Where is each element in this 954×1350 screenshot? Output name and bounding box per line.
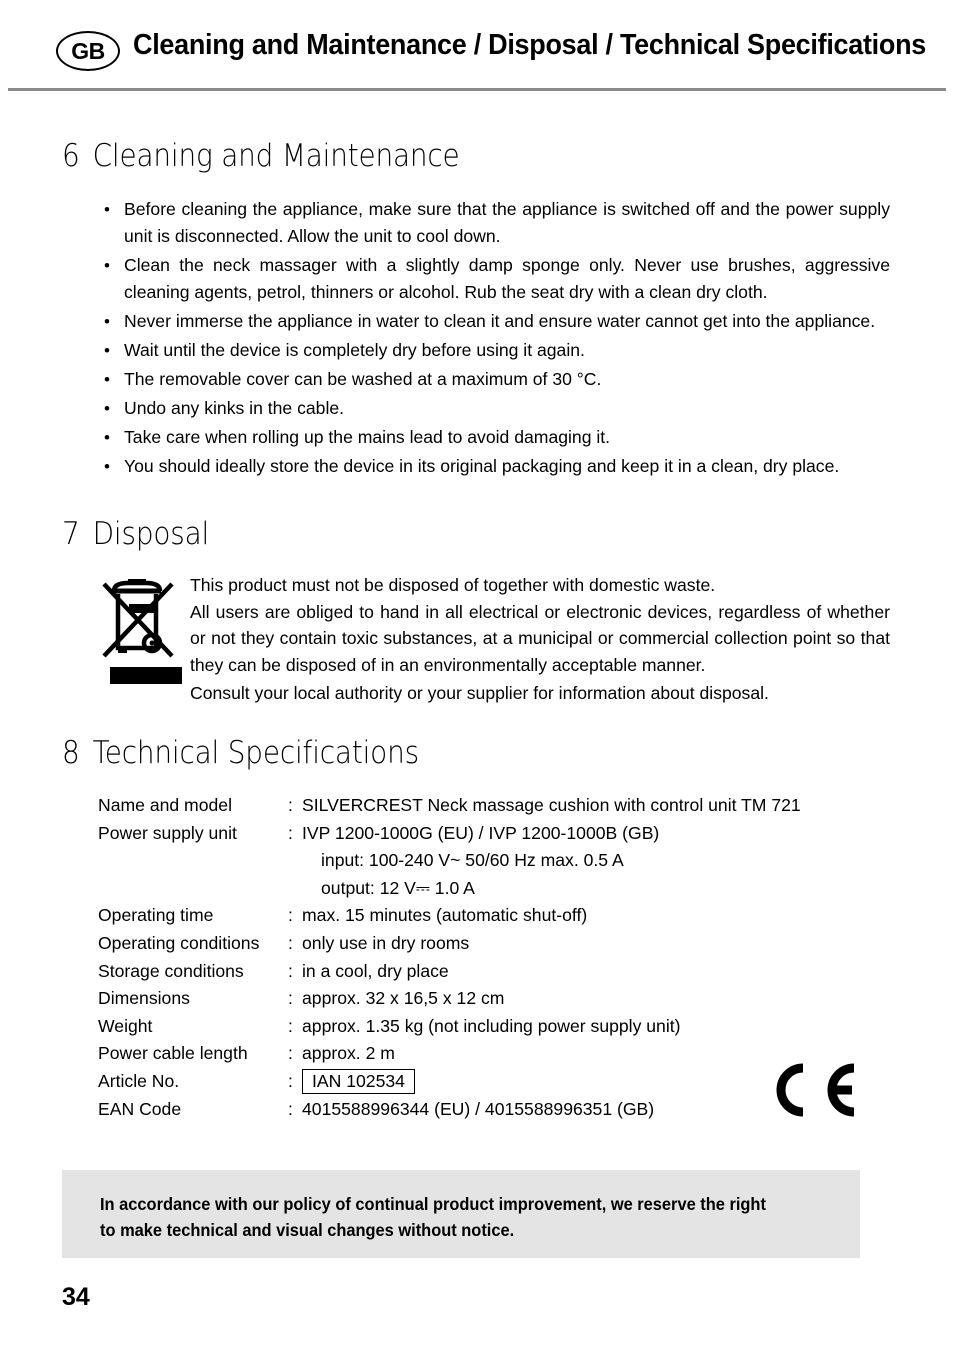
spec-label: [98, 847, 288, 875]
spec-colon: :: [288, 905, 293, 926]
spec-value: max. 15 minutes (automatic shut-off): [302, 905, 588, 926]
spec-value: approx. 2 m: [302, 1043, 395, 1064]
list-item-text: Undo any kinks in the cable.: [124, 398, 345, 418]
spec-label: Operating conditions: [98, 932, 260, 953]
spec-row: [98, 1013, 858, 1041]
cleaning-bullet-list: [100, 196, 890, 482]
spec-row: [98, 875, 858, 903]
spec-value-input: input: 100-240 V~ 50/60 Hz max. 0.5 A: [321, 850, 624, 871]
list-item: [100, 424, 890, 451]
list-item: [100, 366, 890, 393]
spec-row: [98, 1096, 858, 1124]
spec-label: Power cable length: [98, 1043, 248, 1064]
bullet-marker-icon: •: [104, 457, 110, 476]
list-item-text: Take care when rolling up the mains lead to avoid damaging it.: [124, 427, 611, 447]
spec-row: [98, 930, 858, 958]
technical-specifications-table: [98, 792, 858, 1123]
header-divider: [8, 88, 946, 91]
list-item-text: You should ideally store the device in its original packaging and keep it in a clean, dry place.: [124, 456, 840, 476]
list-item: [100, 395, 890, 422]
spec-row: [98, 792, 858, 820]
heading-disposal: [62, 516, 209, 552]
list-item-text: Wait until the device is completely dry before using it again.: [124, 340, 585, 360]
bullet-marker-icon: •: [104, 200, 110, 219]
spec-row: [98, 985, 858, 1013]
heading-number-7: 7: [62, 516, 80, 552]
bullet-marker-icon: •: [104, 312, 110, 331]
notice-line-2: make technical and visual changes without notice.: [120, 1219, 515, 1240]
list-item: [100, 308, 890, 335]
heading-number-8: 8: [62, 735, 80, 771]
spec-label: Dimensions: [98, 988, 190, 1009]
bullet-marker-icon: •: [104, 256, 110, 275]
spec-colon: [288, 847, 302, 875]
weee-crossed-out-bin-icon: [100, 572, 182, 662]
heading-technical-specifications: [62, 735, 419, 771]
spec-value-output: output: 12 V⎓ 1.0 A: [321, 877, 475, 898]
notice-line-1: In accordance with our policy of continual product improvement, we reserve the right to: [100, 1194, 766, 1240]
heading-cleaning-and-maintenance: [62, 138, 460, 174]
spec-row: [98, 902, 858, 930]
spec-label: Storage conditions: [98, 960, 244, 981]
spec-value: only use in dry rooms: [302, 932, 470, 953]
bullet-marker-icon: •: [104, 341, 110, 360]
heading-text-8: Technical Specifications: [92, 735, 419, 771]
spec-row: [98, 847, 858, 875]
spec-value: 4015588996344 (EU) / 4015588996351 (GB): [302, 1098, 655, 1119]
page-header: [0, 0, 954, 92]
spec-row: [98, 958, 858, 986]
locale-badge-gb: GB: [56, 31, 120, 71]
spec-colon: :: [288, 988, 293, 1009]
spec-colon: :: [288, 1070, 293, 1091]
heading-number-6: 6: [62, 138, 80, 174]
spec-label: Name and model: [98, 795, 232, 815]
spec-colon: :: [288, 1098, 293, 1119]
ian-number-box: IAN 102534: [302, 1069, 415, 1094]
spec-label: Article No.: [98, 1070, 180, 1091]
spec-colon: :: [288, 822, 293, 843]
spec-colon: :: [288, 1015, 293, 1036]
spec-label: Power supply unit: [98, 822, 237, 843]
bullet-marker-icon: •: [104, 428, 110, 447]
ce-conformity-mark-icon: [768, 1062, 860, 1118]
spec-label: Weight: [98, 1015, 153, 1036]
bullet-marker-icon: •: [104, 370, 110, 389]
list-item: [100, 453, 890, 480]
spec-label: Operating time: [98, 905, 214, 926]
spec-value: in a cool, dry place: [302, 960, 449, 981]
list-item-text: Clean the neck massager with a slightly damp sponge only. Never use brushes, aggressive cleaning agents, petrol, thinners or alcohol. Rub the seat dry with a clean dry cloth.: [124, 255, 890, 302]
list-item-text: Before cleaning the appliance, make sure that the appliance is switched off and the power supply unit is disconnected. Allow the unit to cool down.: [124, 199, 890, 246]
page-header-title: Cleaning and Maintenance / Disposal / Technical Specifications: [133, 29, 927, 61]
spec-value: IVP 1200-1000G (EU) / IVP 1200-1000B (GB): [302, 822, 660, 843]
heading-text-6: Cleaning and Maintenance: [92, 138, 460, 174]
spec-value: approx. 1.35 kg (not including power supply unit): [302, 1015, 681, 1036]
spec-colon: :: [288, 1043, 293, 1064]
list-item-text: Never immerse the appliance in water to clean it and ensure water cannot get into the appliance.: [124, 311, 876, 331]
disposal-paragraph-2: All users are obliged to hand in all electrical or electronic devices, regardless of whether or not they contain toxic substances, at a municipal or commercial collection point so that they can be disposed of in an environmentally acceptable manner.: [190, 601, 890, 675]
page-number: 34: [62, 1283, 90, 1311]
disposal-paragraph-3: Consult your local authority or your supplier for information about disposal.: [190, 683, 769, 703]
spec-row: [98, 820, 858, 848]
list-item: [100, 337, 890, 364]
heading-text-7: Disposal: [92, 516, 210, 552]
list-item: [100, 252, 890, 306]
disposal-text: [190, 572, 890, 707]
spec-row-article-no: [98, 1068, 858, 1096]
notice-text: [100, 1192, 784, 1243]
spec-label: EAN Code: [98, 1098, 182, 1119]
spec-label: [98, 875, 288, 903]
disposal-block: [100, 572, 890, 707]
product-improvement-notice-box: [62, 1170, 860, 1258]
spec-colon: [288, 875, 302, 903]
spec-colon: :: [288, 960, 293, 981]
list-item: [100, 196, 890, 250]
bullet-marker-icon: •: [104, 399, 110, 418]
list-item-text: The removable cover can be washed at a maximum of 30 °C.: [124, 369, 602, 389]
spec-value: approx. 32 x 16,5 x 12 cm: [302, 988, 505, 1009]
spec-value: SILVERCREST Neck massage cushion with control unit TM 721: [302, 795, 801, 815]
spec-colon: :: [288, 932, 293, 953]
disposal-paragraph-1: This product must not be disposed of together with domestic waste.: [190, 575, 716, 595]
spec-row: [98, 1040, 858, 1068]
weee-black-bar-icon: [110, 667, 182, 684]
spec-colon: :: [288, 795, 293, 815]
